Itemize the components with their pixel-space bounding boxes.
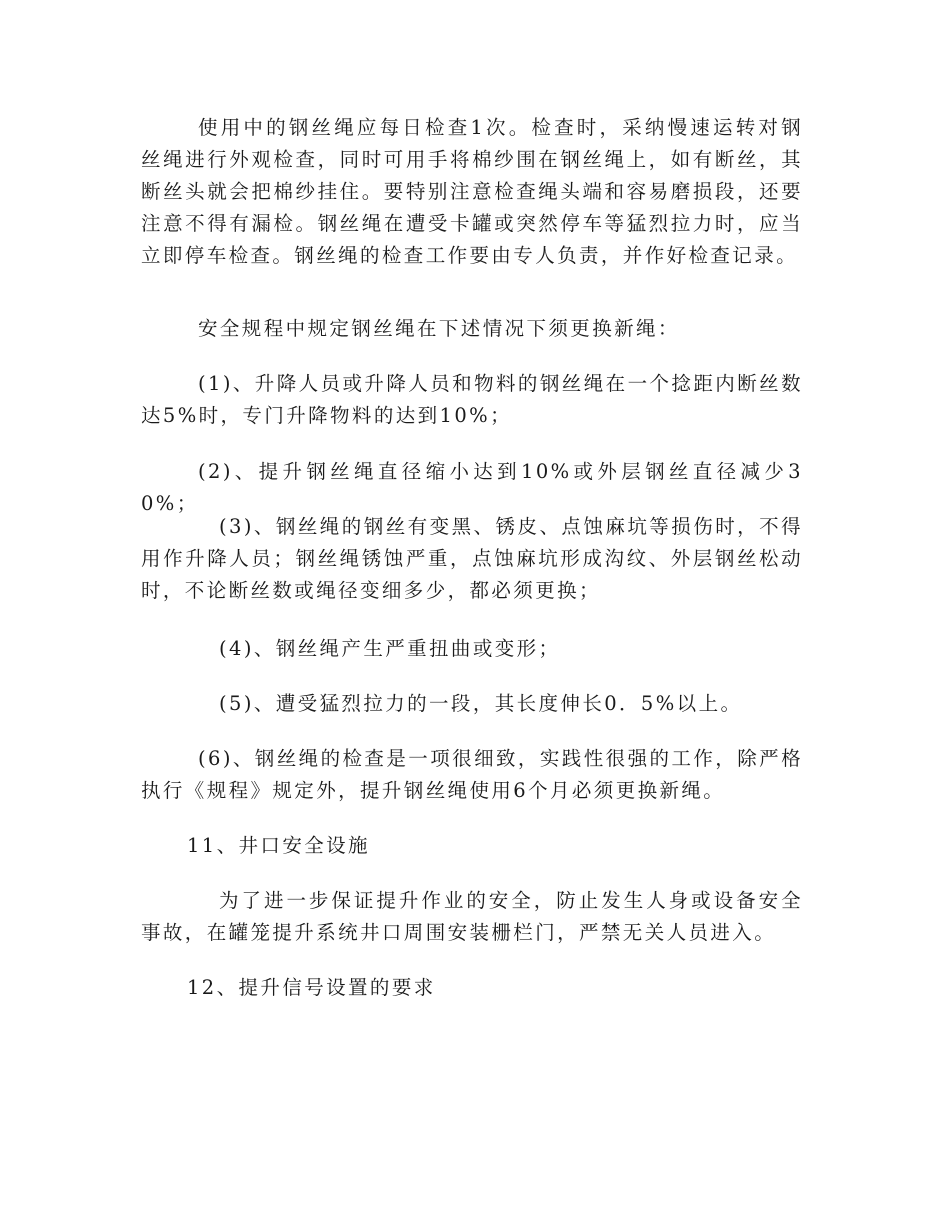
- list-item-5: (5)、遭受猛烈拉力的一段，其长度伸长0．5%以上。: [219, 692, 743, 715]
- list-item-6: (6)、钢丝绳的检查是一项很细致，实践性很强的工作，除严格执行《规程》规定外，提升钢丝绳使用6个月必须更换新绳。: [141, 747, 803, 802]
- list-item-2: (2)、提升钢丝绳直径缩小达到10%或外层钢丝直径减少30%；: [141, 460, 803, 515]
- list-item-3: (3)、钢丝绳的钢丝有变黑、锈皮、点蚀麻坑等损伤时，不得用作升降人员；钢丝绳锈蚀严重，点蚀麻坑形成沟纹、外层钢丝松动时，不论断丝数或绳径变细多少，都必须更换；: [141, 515, 803, 602]
- list-item-1: (1)、升降人员或升降人员和物料的钢丝绳在一个捻距内断丝数达5%时，专门升降物料的达到10%；: [141, 372, 803, 427]
- paragraph-replacement-intro: 安全规程中规定钢丝绳在下述情况下须更换新绳：: [198, 317, 680, 340]
- paragraph-rope-inspection: 使用中的钢丝绳应每日检查1次。检查时，采纳慢速运转对钢丝绳进行外观检查，同时可用手将棉纱围在钢丝绳上，如有断丝，其断丝头就会把棉纱挂住。要特别注意检查绳头端和容易磨损段，还要注意不得有漏检。钢丝绳在遭受卡罐或突然停车等猛烈拉力时，应当立即停车检查。钢丝绳的检查工作要由专人负责，并作好检查记录。: [141, 116, 803, 267]
- paragraph-wellhead-safety: 为了进一步保证提升作业的安全，防止发生人身或设备安全事故，在罐笼提升系统井口周围安装栅栏门，严禁无关人员进入。: [141, 889, 803, 944]
- section-heading-11: 11、井口安全设施: [187, 834, 370, 857]
- list-item-4: (4)、钢丝绳产生严重扭曲或变形；: [219, 637, 561, 660]
- section-heading-12: 12、提升信号设置的要求: [187, 976, 436, 999]
